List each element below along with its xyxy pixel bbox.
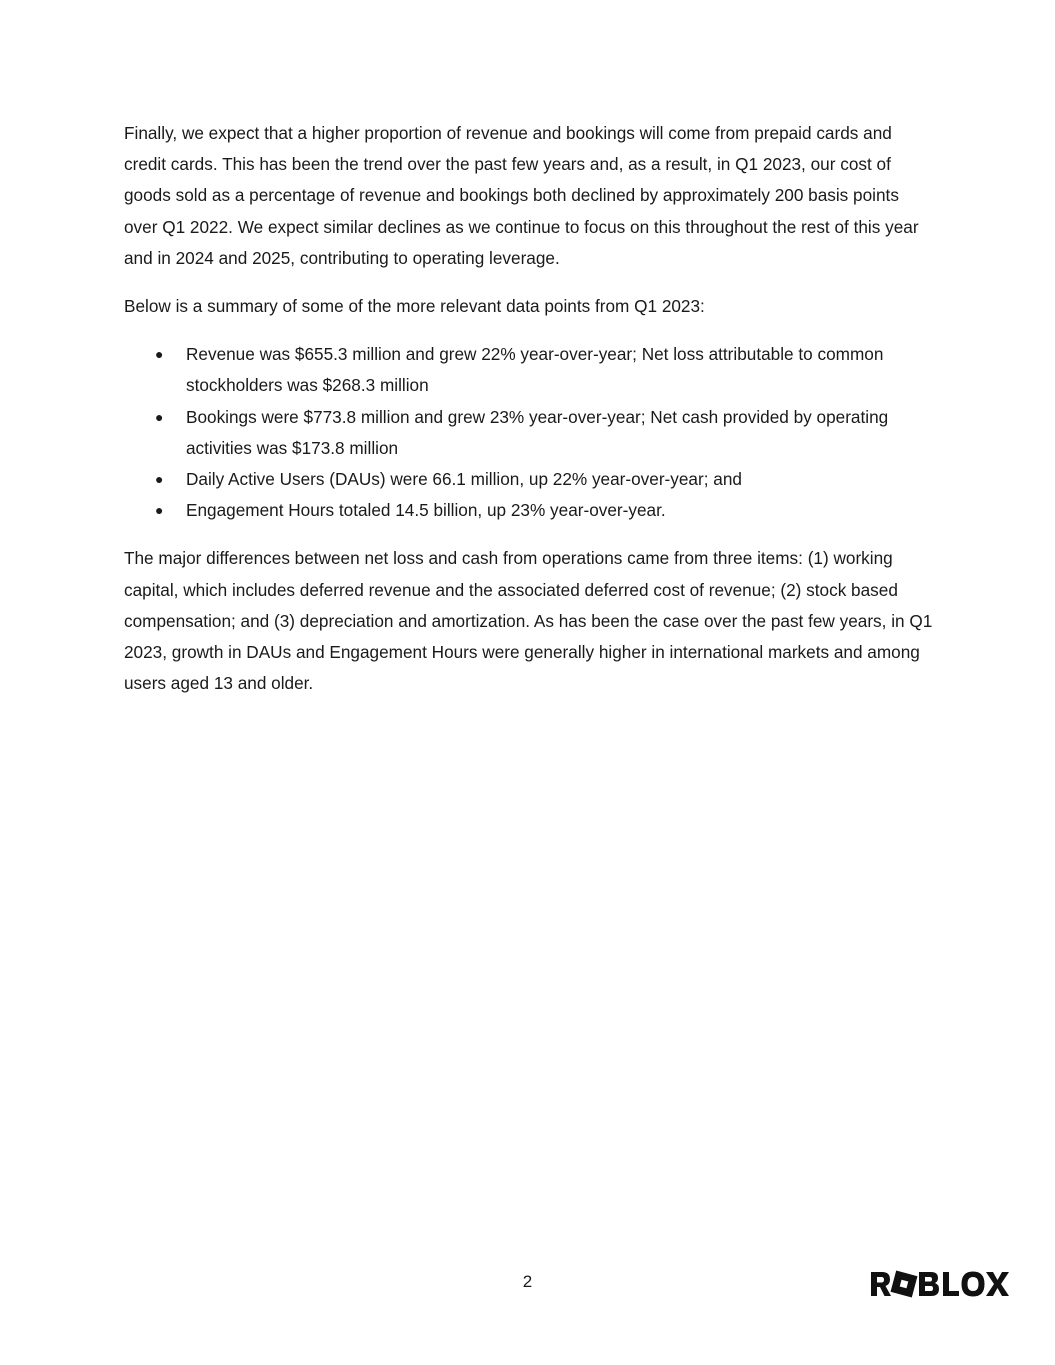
list-item-text: Bookings were $773.8 million and grew 23% year-over-year; Net cash provided by operating activities was $173.8 million xyxy=(186,406,889,458)
list-item xyxy=(124,402,936,464)
bullet-icon: ● xyxy=(155,346,164,363)
page-number: 2 xyxy=(522,1272,533,1291)
paragraph-summary-intro: Below is a summary of some of the more relevant data points from Q1 2023: xyxy=(124,296,705,317)
roblox-logo xyxy=(869,1270,1009,1298)
bullet-icon: ● xyxy=(155,471,164,488)
list-item-text: Engagement Hours totaled 14.5 billion, up 23% year-over-year. xyxy=(186,500,666,521)
paragraph-cogs-trend: Finally, we expect that a higher proportion of revenue and bookings will come from prepaid cards and credit cards. This has been the trend over the past few years and, as a result, in Q1 2023, our cost of goods sold as a percentage of revenue and bookings both declined by approximately 200 basis points over Q1 2022. We expect similar declines as we continue to focus on this throughout the rest of this year and in 2024 and 2025, contributing to operating leverage. xyxy=(124,123,919,268)
document-body xyxy=(124,118,936,699)
list-item-text: Daily Active Users (DAUs) were 66.1 million, up 22% year-over-year; and xyxy=(186,469,742,490)
bullet-icon: ● xyxy=(155,502,164,519)
bullet-icon: ● xyxy=(155,408,164,425)
list-item xyxy=(124,339,936,401)
paragraph-net-loss-differences: The major differences between net loss and cash from operations came from three items: (1) working capital, which includes deferred revenue and the associated deferred cost of revenue; (2) stock based compensation; and (3) depreciation and amortization. As has been the case over the past few years, in Q1 2023, growth in DAUs and Engagement Hours were generally higher in international markets and among users aged 13 and older. xyxy=(124,548,933,694)
data-points-list xyxy=(124,339,936,526)
list-item xyxy=(124,495,936,526)
list-item-text: Revenue was $655.3 million and grew 22% year-over-year; Net loss attributable to common stockholders was $268.3 million xyxy=(186,344,884,396)
list-item xyxy=(124,464,936,495)
